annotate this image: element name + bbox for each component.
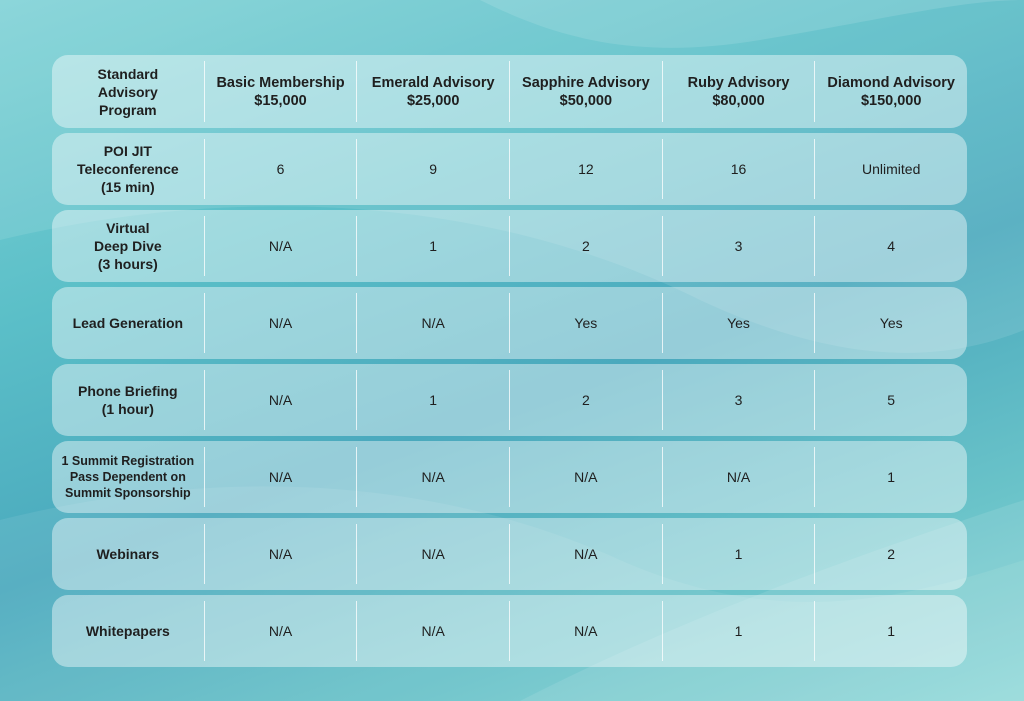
tier-basic <box>205 61 358 122</box>
table-cell: 1 <box>357 216 510 276</box>
table-cell: N/A <box>663 447 816 507</box>
row-label-text: POI JIT Teleconference (15 min) <box>77 143 179 195</box>
row-label-text: Webinars <box>96 546 160 562</box>
corner-text: Standard Advisory Program <box>97 65 159 118</box>
tier-name: Basic Membership <box>216 74 345 91</box>
tier-emerald <box>357 61 510 122</box>
table-cell: N/A <box>510 524 663 584</box>
table-cell: 1 <box>663 524 816 584</box>
tier-name: Sapphire Advisory <box>522 74 650 91</box>
tier-price: $80,000 <box>712 92 765 109</box>
table-cell: 5 <box>887 392 896 408</box>
tier-price: $150,000 <box>860 92 922 109</box>
row-label <box>52 370 205 430</box>
tier-name-diamond <box>827 74 955 110</box>
advisory-comparison-table <box>52 55 967 672</box>
tier-ruby <box>663 61 816 122</box>
tier-name-emerald <box>372 74 495 110</box>
row-label <box>52 601 205 661</box>
tier-name-sapphire <box>522 74 650 110</box>
table-cell: 16 <box>663 139 816 199</box>
table-cell: N/A <box>357 447 510 507</box>
row-label-text: Virtual Deep Dive (3 hours) <box>93 220 162 272</box>
table-corner-label <box>52 61 205 122</box>
table-cell: Unlimited <box>862 161 921 177</box>
row-label-text: Lead Generation <box>72 315 184 331</box>
tier-sapphire <box>510 61 663 122</box>
table-row-webinars <box>52 518 967 590</box>
table-cell: N/A <box>357 601 510 661</box>
row-label <box>52 447 205 507</box>
table-cell: Yes <box>879 315 903 331</box>
row-label-text: Whitepapers <box>85 623 170 639</box>
table-header-row <box>52 55 967 128</box>
table-cell: N/A <box>357 293 510 353</box>
table-cell: 9 <box>357 139 510 199</box>
table-cell: 1 <box>663 601 816 661</box>
table-row-whitepapers <box>52 595 967 667</box>
tier-price: $25,000 <box>406 92 460 109</box>
table-row-summit-registration <box>52 441 967 513</box>
table-cell: 2 <box>510 370 663 430</box>
row-label-text: 1 Summit Registration Pass Dependent on Summit Sponsorship <box>61 454 195 500</box>
table-cell: 6 <box>205 139 358 199</box>
tier-name-basic <box>216 74 344 110</box>
tier-price: $15,000 <box>254 92 307 109</box>
table-cell: N/A <box>205 447 358 507</box>
table-row-phone-briefing <box>52 364 967 436</box>
table-cell: N/A <box>205 524 358 584</box>
table-cell: 1 <box>357 370 510 430</box>
table-cell: N/A <box>510 601 663 661</box>
table-row-lead-generation <box>52 287 967 359</box>
row-label <box>52 524 205 584</box>
table-row-teleconference <box>52 133 967 205</box>
tier-name: Diamond Advisory <box>827 74 955 91</box>
row-label <box>52 216 205 276</box>
tier-name: Ruby Advisory <box>687 74 790 91</box>
table-cell: 1 <box>887 469 896 485</box>
table-cell: 2 <box>887 546 896 562</box>
table-cell: 12 <box>510 139 663 199</box>
tier-price: $50,000 <box>559 92 613 109</box>
table-cell: N/A <box>357 524 510 584</box>
table-cell: N/A <box>205 370 358 430</box>
row-label <box>52 293 205 353</box>
tier-diamond <box>815 61 967 122</box>
row-label <box>52 139 205 199</box>
table-cell: N/A <box>510 447 663 507</box>
table-cell: 3 <box>663 370 816 430</box>
table-row-deep-dive <box>52 210 967 282</box>
table-cell: N/A <box>205 216 358 276</box>
table-cell: N/A <box>205 293 358 353</box>
table-cell: Yes <box>510 293 663 353</box>
row-label-text: Phone Briefing (1 hour) <box>78 383 178 417</box>
table-cell: 2 <box>510 216 663 276</box>
tier-name-ruby <box>688 74 790 110</box>
table-cell: Yes <box>663 293 816 353</box>
table-cell: 1 <box>887 623 896 639</box>
tier-name: Emerald Advisory <box>371 74 495 91</box>
table-cell: N/A <box>205 601 358 661</box>
table-cell: 4 <box>887 238 896 254</box>
table-cell: 3 <box>663 216 816 276</box>
